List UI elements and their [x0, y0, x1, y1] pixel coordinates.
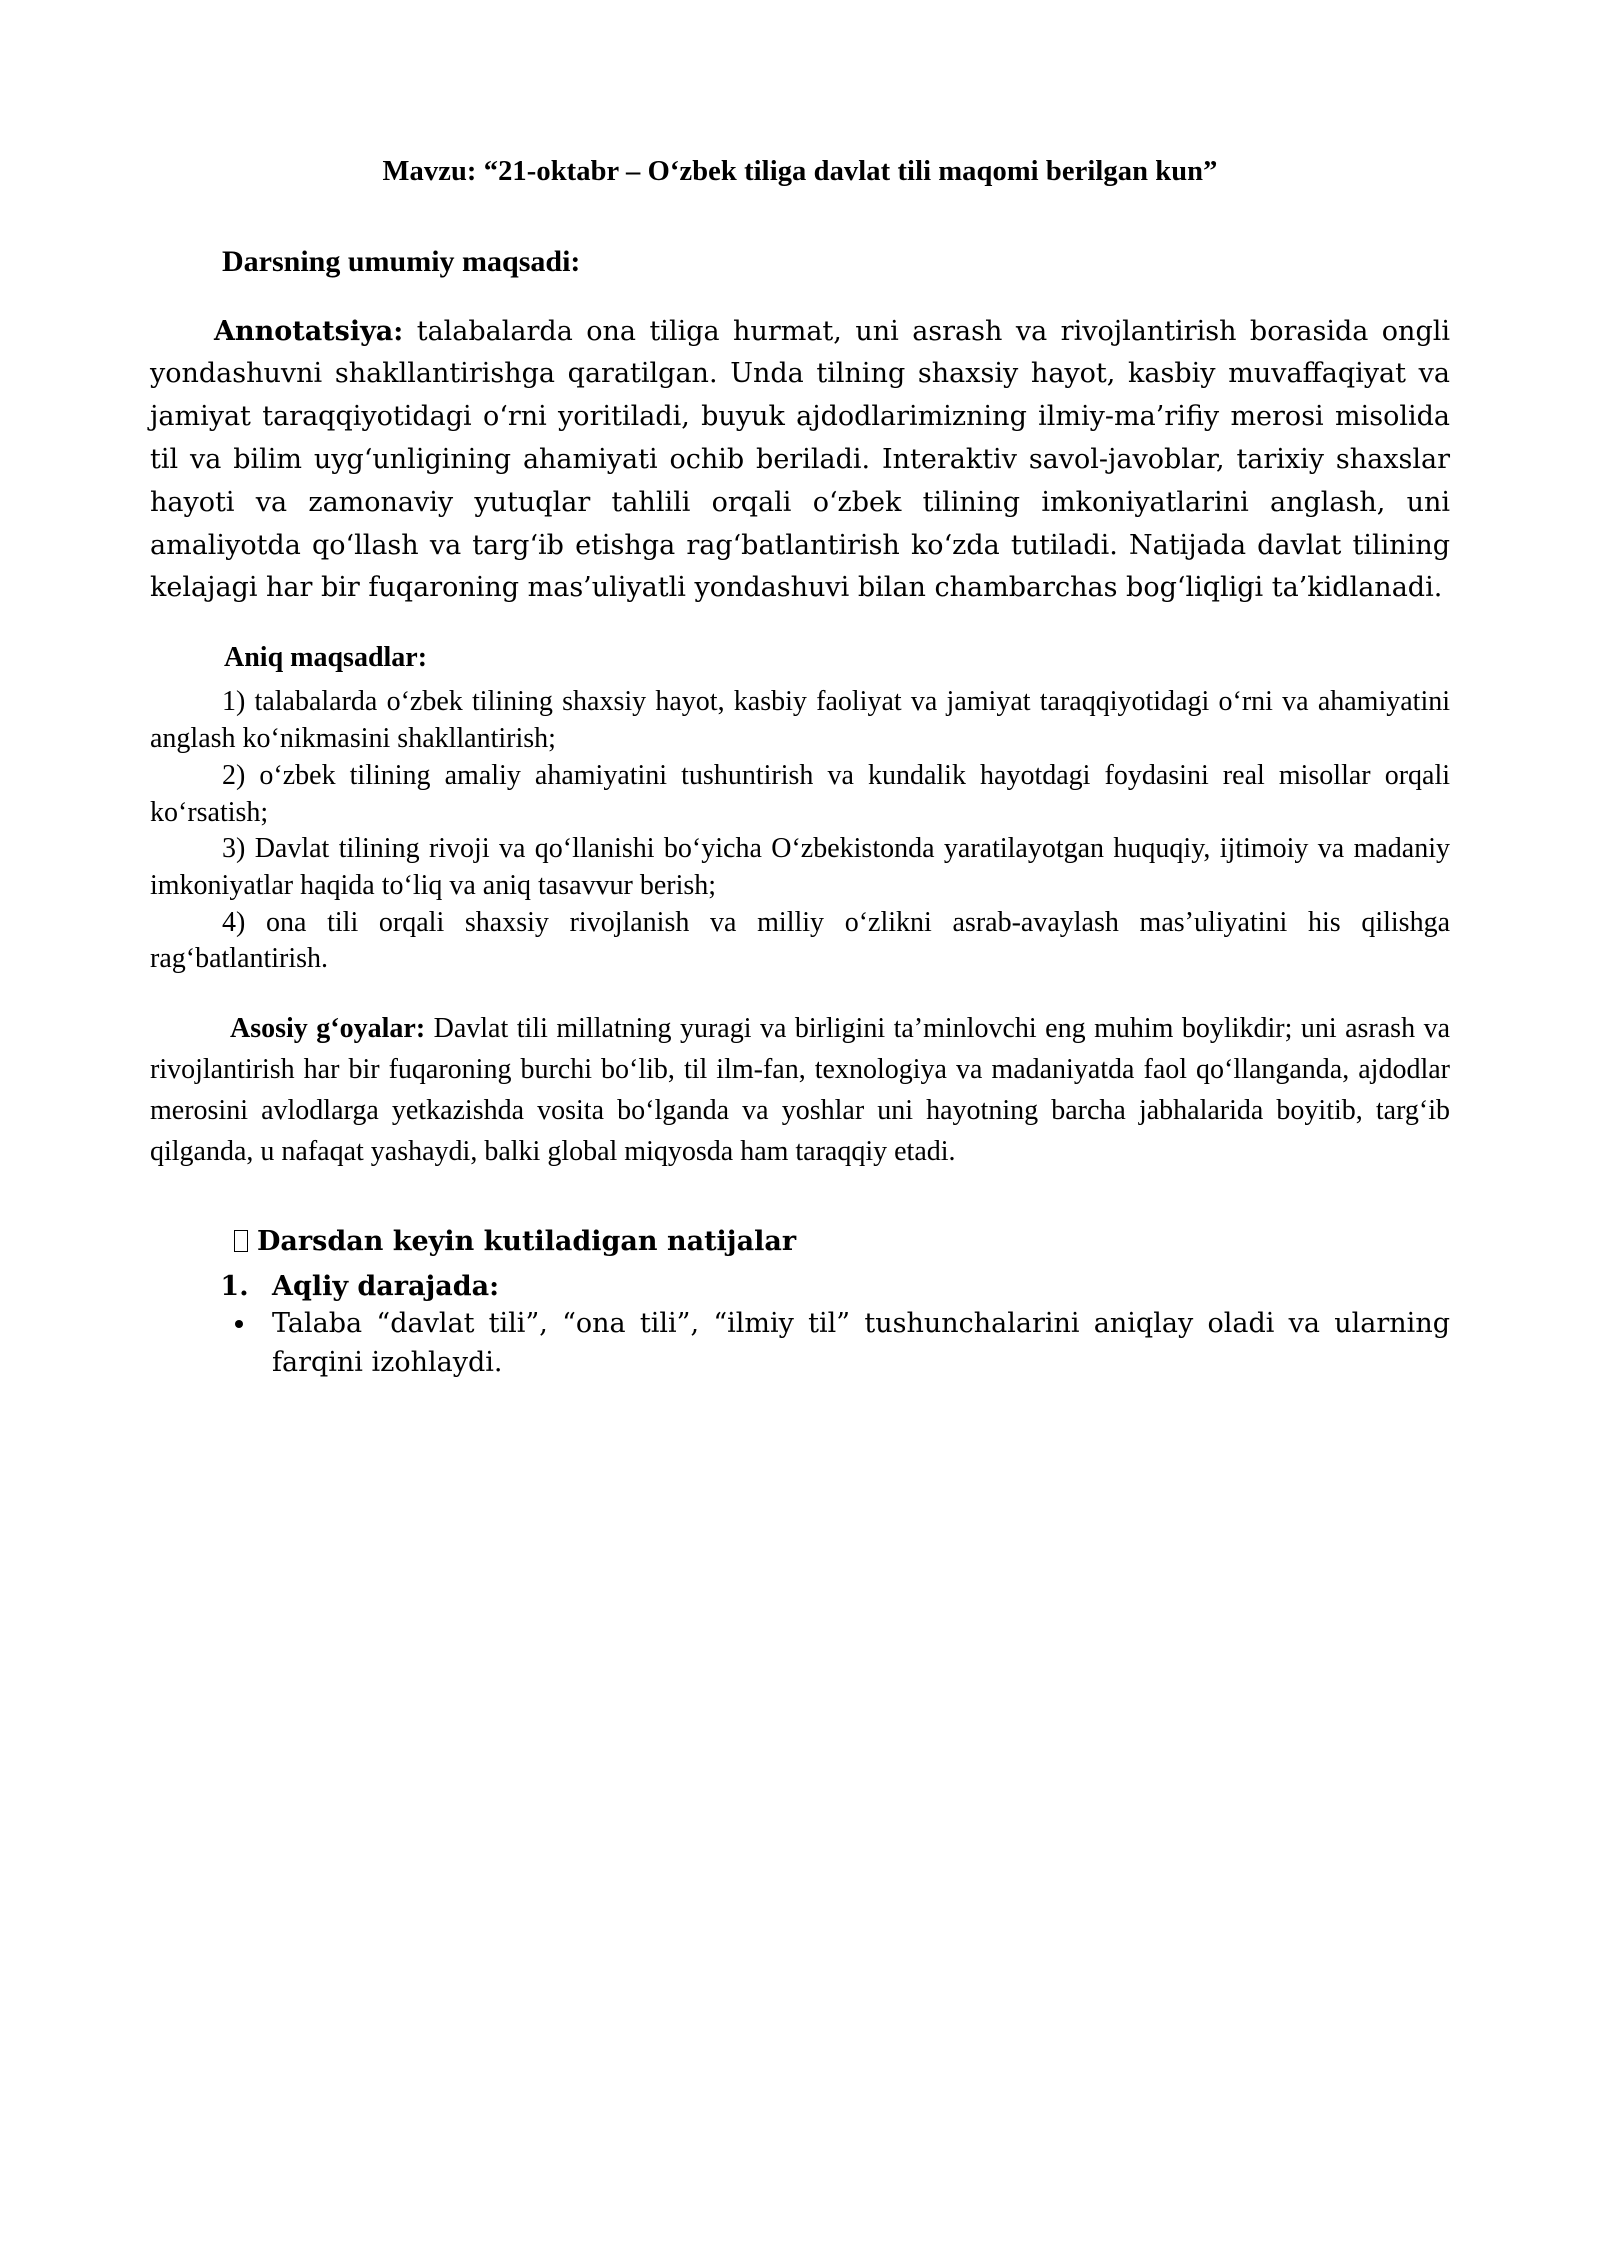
general-goal-heading: Darsning umumiy maqsadi:: [222, 244, 581, 278]
spacer: [150, 610, 1450, 640]
spacer: [150, 190, 1450, 242]
spacer: [150, 978, 1450, 1008]
main-ideas-text: Davlat tili millatning yuragi va birligini ta’minlovchi eng muhim boylikdir; uni asrash va rivojlantirish har bir fuqaroning burchi bo‘lib, til ilm-fan, texnologiya va madaniyatda faol qo‘llanganda, ajdodlar merosini avlodlarga yetkazishda vosita bo‘lganda va yoshlar uni hayotning barcha jabhalarida boyitib, targ‘ib qilganda, u nafaqat yashaydi, balki global miqyosda ham taraqqiy etadi.: [150, 1012, 1450, 1168]
page-title: Mavzu: “21-oktabr – O‘zbek tiliga davlat tili maqomi berilgan kun”: [382, 156, 1218, 187]
outcomes-ordered-list: [150, 1268, 1450, 1306]
outcome-level-label: Aqliy darajada:: [272, 1270, 500, 1302]
objective-item-4: 4) ona tili orqali shaxsiy rivojlanish va milliy o‘zlikni asrab-avaylash mas’uliyatini his qilishga rag‘batlantirish.: [150, 906, 1450, 975]
objective-item-1: 1) talabalarda o‘zbek tilining shaxsiy hayot, kasbiy faoliyat va jamiyat taraqqiyotidagi o‘rni va ahamiyatini anglash ko‘nikmasini shakllantirish;: [150, 686, 1450, 755]
outcome-detail-text: • Talaba “davlat tili”, “ona tili”, “ilmiy til” tushunchalarini aniqlay oladi va ularning farqini izohlaydi.: [272, 1308, 1450, 1378]
list-item: [258, 1268, 1450, 1306]
main-ideas-paragraph: [150, 1008, 1450, 1173]
spacer: [150, 281, 1450, 311]
objective-item-2: 2) o‘zbek tilining amaliy ahamiyatini tushuntirish va kundalik hayotdagi foydasini real misollar orqali ko‘rsatish;: [150, 759, 1450, 828]
spacer: [150, 1172, 1450, 1224]
annotation-text: talabalarda ona tiliga hurmat, uni asrash va rivojlantirish borasida ongli yondashuvni shakllantirishga qaratilgan. Unda tilning shaxsiy hayot, kasbiy muvaffaqiyat va jamiyat taraqqiyotidagi o‘rni yoritiladi, buyuk ajdodlarimizning ilmiy-ma’rifiy merosi misolida til va bilim uyg‘unligining ahamiyati ochib beriladi. Interaktiv savol-javoblar, tarixiy shaxslar hayoti va zamonaviy yutuqlar tahlili orqali o‘zbek tilining imkoniyatlarini anglash, uni amaliyotda qo‘llash va targ‘ib etishga rag‘batlantirish ko‘zda tutiladi. Natijada davlat tilining kelajagi har bir fuqaroning mas’uliyatli yondashuvi bilan chambarchas bog‘liqligi ta’kidlanadi.: [150, 315, 1450, 604]
expected-outcomes-heading-text: Darsdan keyin kutiladigan natijalar: [257, 1226, 797, 1258]
main-ideas-label: Asosiy g‘oyalar:: [230, 1012, 426, 1044]
annotation-label: Annotatsiya:: [214, 315, 404, 347]
spacer: [150, 1260, 1450, 1268]
expected-outcomes-heading: [150, 1224, 1450, 1259]
spacer: [150, 676, 1450, 684]
annotation-paragraph: [150, 311, 1450, 610]
objective-item-3: 3) Davlat tilining rivoji va qo‘llanishi bo‘yicha O‘zbekistonda yaratilayotgan huquqiy, ijtimoiy va madaniy imkoniyatlar haqida to‘liq va aniq tasavvur berish;: [150, 833, 1450, 901]
objectives-heading: Aniq maqsadlar:: [224, 642, 428, 674]
outcomes-bullet-list: [150, 1305, 1450, 1382]
white-square-glyph-icon: [234, 1230, 248, 1252]
list-item: [258, 1305, 1450, 1382]
